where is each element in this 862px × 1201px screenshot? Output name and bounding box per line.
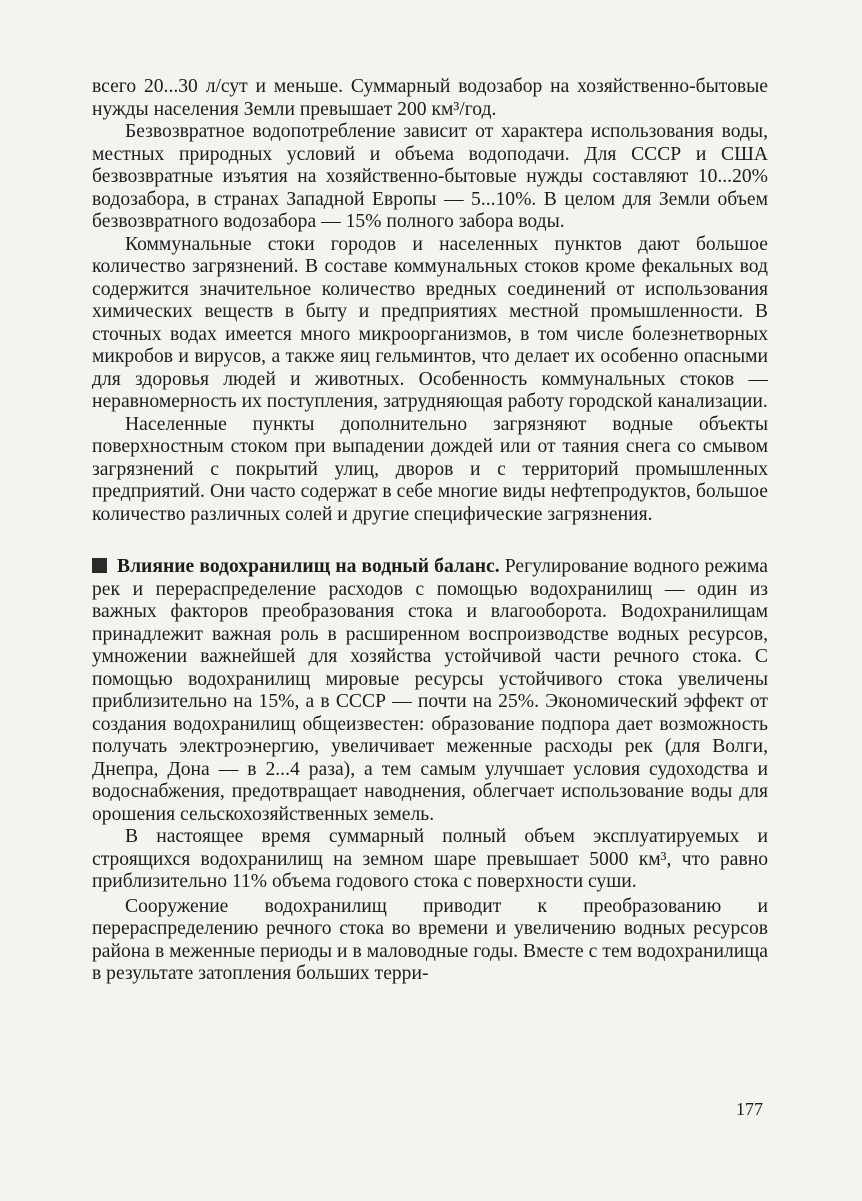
section-spacer: [92, 526, 768, 556]
paragraph-surface-runoff: Населенные пункты дополнительно загрязняют водные объекты поверхностным стоком при выпадении дождей или от таяния снега со смывом загрязнений с покрытий улиц, дворов и с территорий промышленных предприятий. Они часто содержат в себе многие виды нефтепродуктов, большое количество различных солей и другие специфические загрязнения.: [92, 413, 768, 525]
section-heading: Влияние водохранилищ на водный баланс.: [117, 556, 500, 577]
paragraph-reservoir-effects: Сооружение водохранилищ приводит к преобразованию и перераспределению речного стока во времени и увеличению водных ресурсов района в меженные периоды и в маловодные годы. Вместе с тем водохранилища в результате затопления больших терри-: [92, 895, 768, 984]
section-paragraph-reservoirs: [92, 556, 768, 826]
paragraph-continued: всего 20...30 л/сут и меньше. Суммарный водозабор на хозяйственно-бытовые нужды населения Земли превышает 200 км³/год.: [92, 76, 768, 120]
body-text: [92, 76, 768, 986]
page-number: 177: [736, 1099, 763, 1119]
paragraph-municipal-wastewater: Коммунальные стоки городов и населенных пунктов дают большое количество загрязнений. В составе коммунальных стоков кроме фекальных вод содержится значительное количество вредных соединений от использования химических веществ в быту и предприятиях местной промышленности. В сточных водах имеется много микроорганизмов, в том числе болезнетворных микробов и вирусов, а также яиц гельминтов, что делает их особенно опасными для здоровья людей и животных. Особенность коммунальных стоков — неравномерность их поступления, затрудняющая работу городской канализации.: [92, 233, 768, 412]
section-marker-icon: [92, 558, 107, 573]
paragraph-reservoir-volume: В настоящее время суммарный полный объем эксплуатируемых и строящихся водохранилищ на земном шаре превышает 5000 км³, что равно приблизительно 11% объема годового стока с поверхности суши.: [92, 826, 768, 892]
section-text: Регулирование водного режима рек и перераспределение расходов с помощью водохранилищ — один из важных факторов преобразования стока и влагооборота. Водохранилищам принадлежит важная роль в расширенном воспроизводстве водных ресурсов, умножении важнейшей для хозяйства устойчивой части речного стока. С помощью водохранилищ мировые ресурсы устойчивого стока увеличены приблизительно на 15%, а в СССР — почти на 25%. Экономический эффект от создания водохранилищ общеизвестен: образование подпора дает возможность получать электроэнергию, увеличивает меженные расходы рек (для Волги, Днепра, Дона — в 2...4 раза), а тем самым улучшает условия судоходства и водоснабжения, предотвращает наводнения, облегчает использование воды для орошения сельскохозяйственных земель.: [92, 556, 768, 825]
paragraph-irrecoverable-consumption: Безвозвратное водопотребление зависит от характера использования воды, местных природных условий и объема водоподачи. Для СССР и США безвозвратные изъятия на хозяйственно-бытовые нужды составляют 10...20% водозабора, в странах Западной Европы — 5...10%. В целом для Земли объем безвозвратного водозабора — 15% полного забора воды.: [92, 121, 768, 232]
